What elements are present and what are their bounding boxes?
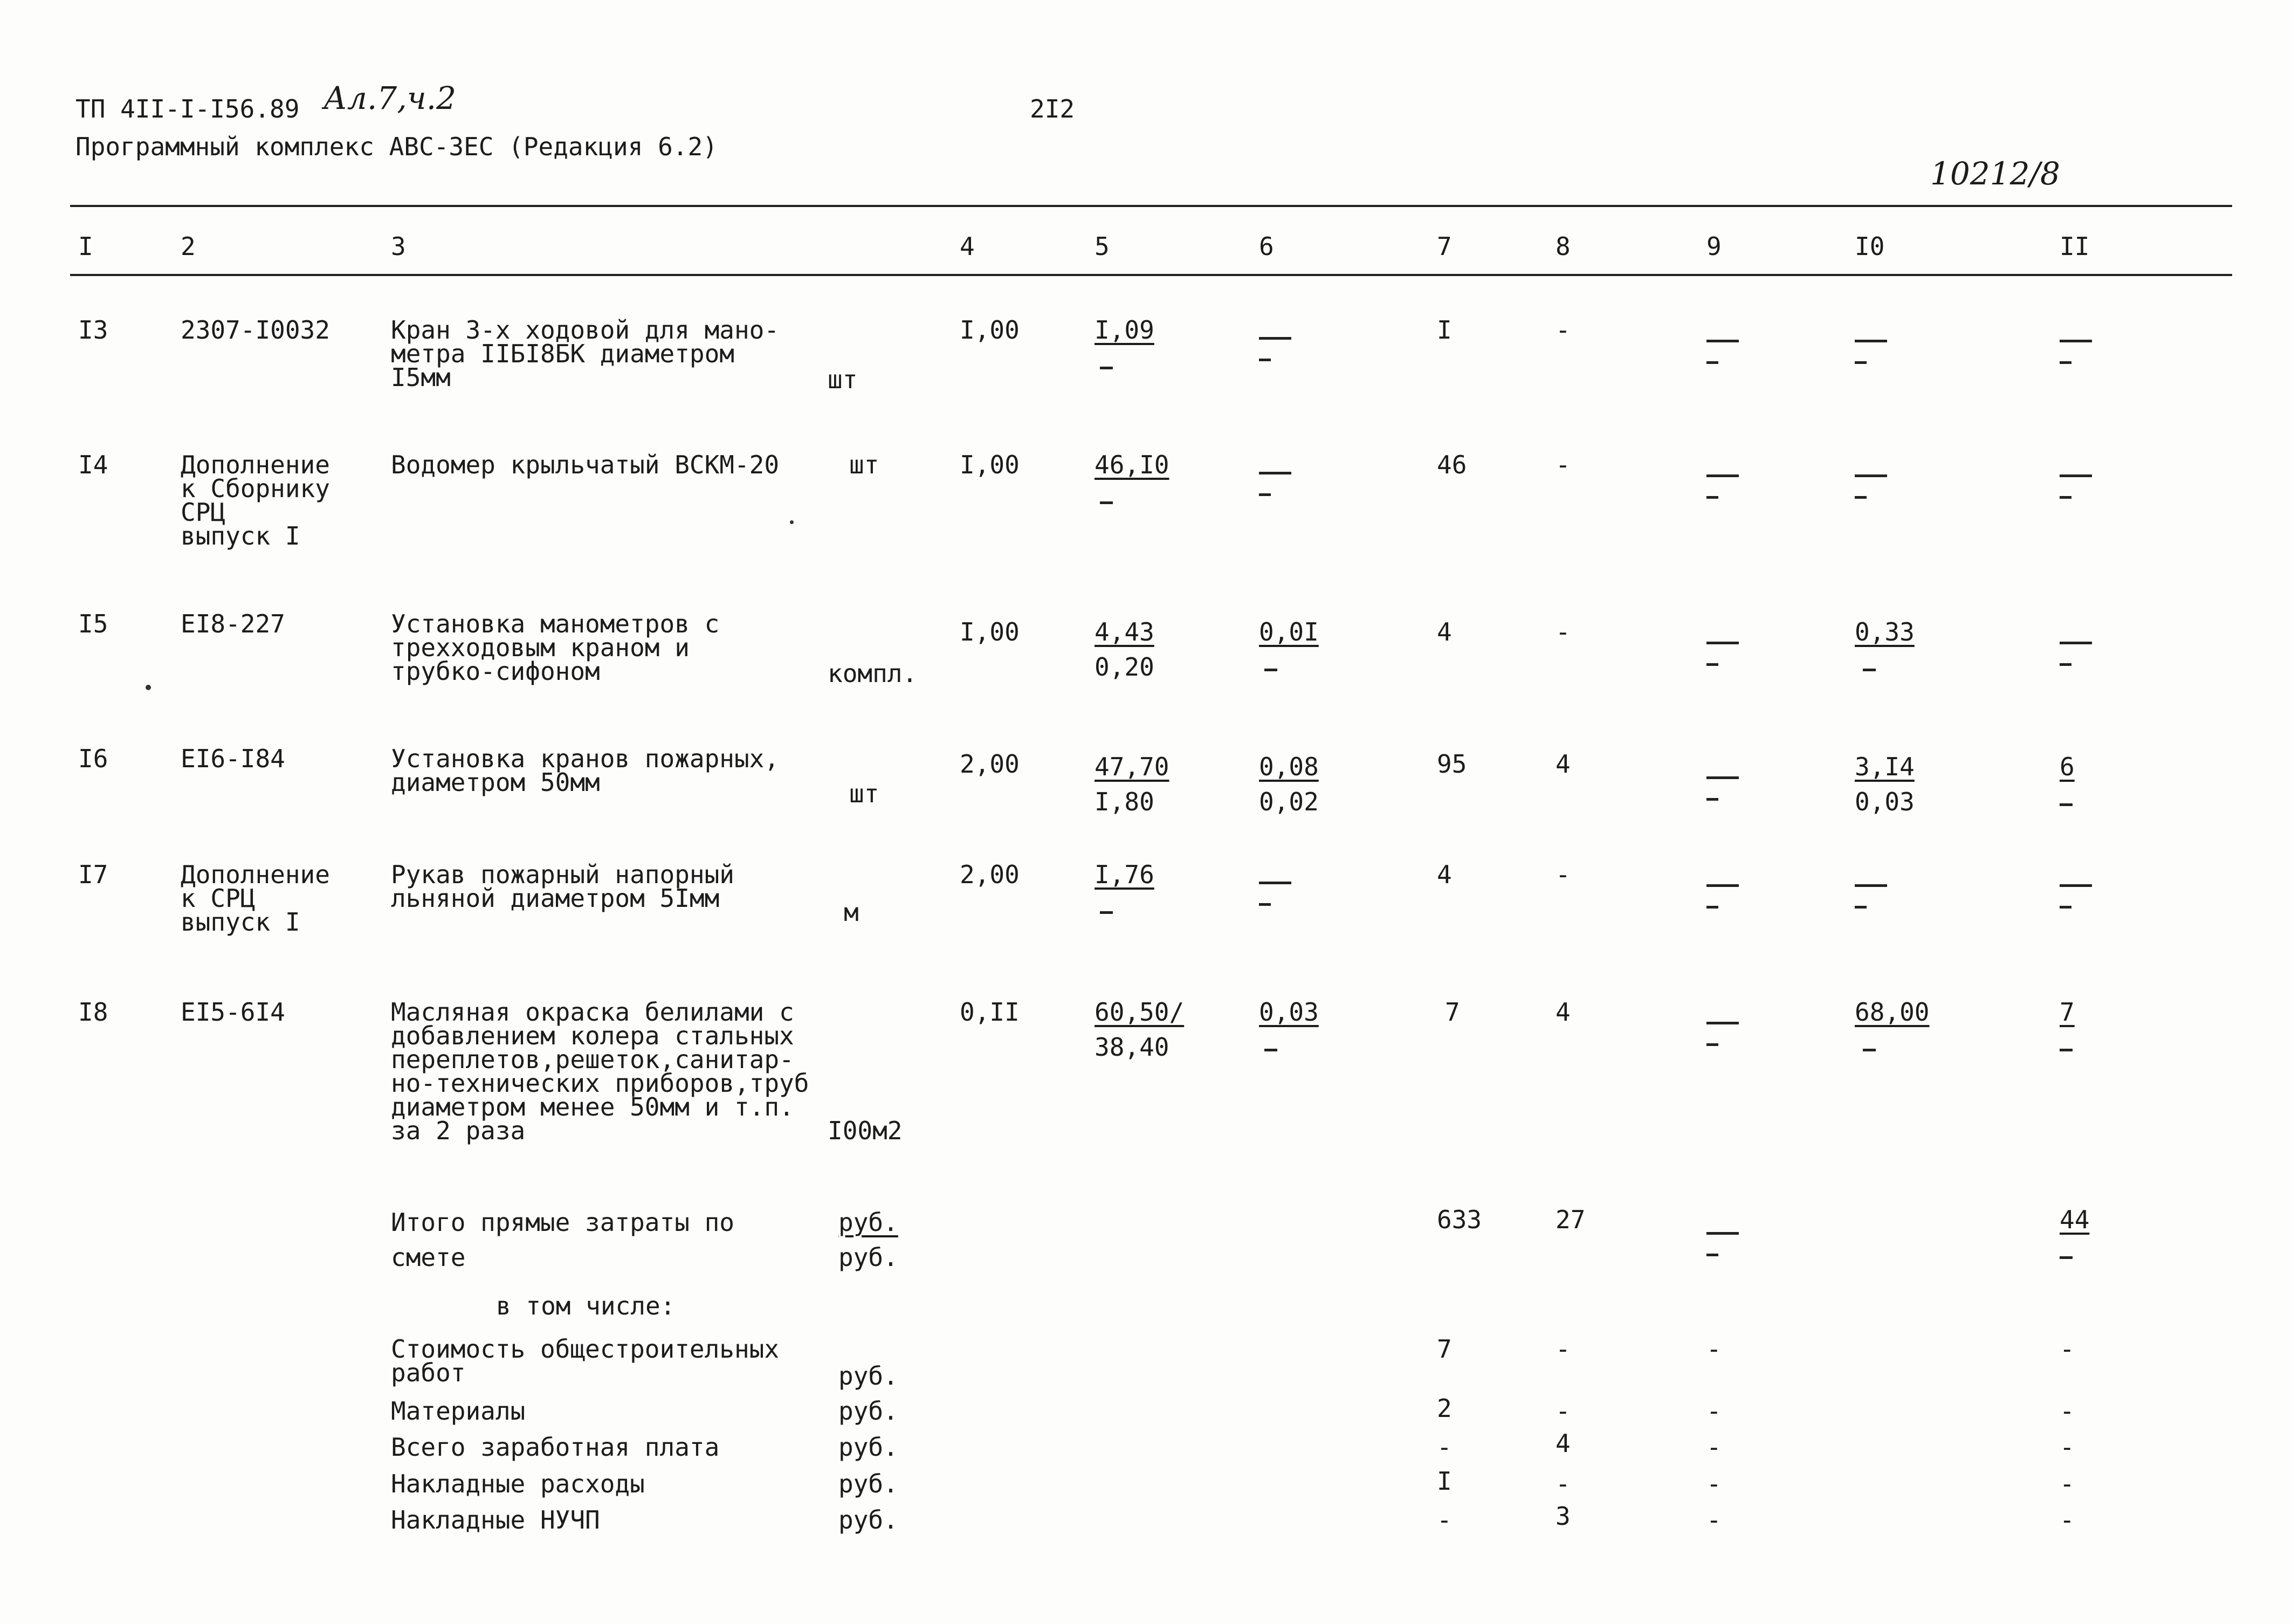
totals-column-11: 44: [2060, 1205, 2090, 1234]
rate-code-line: выпуск I: [181, 907, 300, 937]
breakdown-wage-cost: 4: [1555, 1429, 1571, 1458]
header-rule-top: [70, 205, 2232, 207]
item-name-line: за 2 раза: [391, 1116, 526, 1145]
col-header-4: 4: [960, 232, 975, 261]
item-name-line: трехходовым краном и: [391, 633, 690, 662]
rate-code-line: выпуск I: [181, 521, 300, 550]
empty-fraction: [1259, 871, 1318, 935]
item-name-line: Установка манометров с: [391, 609, 720, 638]
totals-label: смете: [391, 1243, 466, 1272]
col-header-5: 5: [1095, 232, 1110, 261]
empty-dash: [2060, 803, 2073, 806]
unit-cost: I,76: [1095, 860, 1154, 889]
breakdown-total-cost: -: [1437, 1505, 1452, 1534]
breakdown-column-11: -: [2060, 1433, 2075, 1462]
empty-fraction: [1259, 461, 1318, 526]
breakdown-column-9: -: [1706, 1396, 1722, 1426]
breakdown-unit: руб.: [838, 1361, 898, 1391]
rate-code: EI6-I84: [181, 744, 285, 773]
col-header-6: 6: [1259, 232, 1274, 261]
total-cost: I: [1437, 315, 1452, 345]
item-name-line: Масляная окраска белилами с: [391, 997, 794, 1027]
unit-cost-wage: 0,20: [1095, 652, 1154, 682]
empty-dash: [1264, 1049, 1277, 1051]
col-header-9: 9: [1706, 232, 1722, 261]
breakdown-label: работ: [391, 1358, 466, 1387]
item-name-line: но-технических приборов,труб: [391, 1069, 809, 1098]
program-title: Программный комплекс АВС-ЗЕС (Редакция 6.2): [75, 132, 718, 161]
rate-code-line: к СРЦ: [181, 884, 256, 913]
machine-cost: 0,08: [1259, 752, 1319, 781]
handwritten-reference: Ал.7,ч.2: [324, 80, 457, 116]
unit: шт: [849, 779, 879, 808]
scan-speck: [146, 685, 151, 690]
breakdown-label: Накладные расходы: [391, 1469, 645, 1498]
breakdown-unit: руб.: [838, 1505, 898, 1534]
breakdown-label: Материалы: [391, 1396, 526, 1426]
breakdown-column-11: -: [2060, 1469, 2075, 1498]
breakdown-column-11: -: [2060, 1334, 2075, 1364]
breakdown-total-cost: 7: [1437, 1334, 1452, 1364]
rate-code-line: СРЦ: [181, 498, 226, 527]
total-cost: 4: [1437, 617, 1452, 646]
empty-fraction: [1259, 326, 1318, 391]
machine-cost: 0,03: [1259, 997, 1319, 1027]
column-11-value: 7: [2060, 997, 2075, 1027]
item-name-line: переплетов,решеток,санитар-: [391, 1045, 794, 1074]
item-name-line: метра IIБI8БК диаметром: [391, 339, 734, 368]
row-number: I6: [78, 744, 108, 773]
unit-cost: 60,50/: [1095, 997, 1185, 1027]
totals-subheading: в том числе:: [496, 1291, 676, 1320]
breakdown-column-9: -: [1706, 1334, 1722, 1364]
col-header-11: II: [2060, 232, 2090, 261]
wage-cost: -: [1555, 617, 1571, 646]
quantity: 0,II: [960, 997, 1020, 1027]
machine-cost: 0,0I: [1259, 617, 1319, 646]
row-number: I4: [78, 450, 108, 479]
item-name-line: Кран 3-х ходовой для мано-: [391, 315, 780, 345]
rate-code-line: Дополнение: [181, 860, 330, 889]
unit: I00м2: [828, 1116, 903, 1145]
breakdown-column-11: -: [2060, 1396, 2075, 1426]
rate-code-line: Дополнение: [181, 450, 330, 479]
item-name-line: Рукав пожарный напорный: [391, 860, 734, 889]
quantity: I,00: [960, 617, 1020, 646]
empty-fraction: [1706, 766, 1766, 830]
column-11-value: 6: [2060, 752, 2075, 781]
empty-dash: [2060, 1049, 2073, 1051]
unit: компл.: [828, 659, 918, 688]
breakdown-column-9: -: [1706, 1433, 1722, 1462]
handwritten-document-number: 10212/8: [1930, 155, 2060, 192]
scan-speck: [790, 520, 794, 524]
unit: шт: [828, 365, 858, 394]
breakdown-label: Накладные НУЧП: [391, 1505, 600, 1534]
wage-cost: -: [1555, 860, 1571, 889]
total-cost: 95: [1437, 749, 1467, 779]
empty-fraction: [1706, 1221, 1766, 1286]
machine-cost-wage: 0,02: [1259, 787, 1319, 816]
wage-cost: -: [1555, 450, 1571, 479]
header-rule-bottom: [70, 274, 2232, 276]
breakdown-wage-cost: 3: [1555, 1502, 1571, 1531]
empty-dash: [1100, 911, 1113, 914]
breakdown-total-cost: -: [1437, 1433, 1452, 1462]
item-name-line: диаметром 50мм: [391, 768, 600, 797]
item-name-line: Водомер крыльчатый ВСКМ-20: [391, 450, 780, 479]
empty-fraction: [1706, 464, 1766, 528]
col-header-10: I0: [1855, 232, 1885, 261]
empty-fraction: [1855, 464, 1914, 528]
unit: шт: [849, 450, 879, 479]
empty-dash: [1100, 501, 1113, 504]
quantity: 2,00: [960, 749, 1020, 779]
col-header-8: 8: [1555, 232, 1571, 261]
row-number: I3: [78, 315, 108, 345]
item-name-line: Установка кранов пожарных,: [391, 744, 780, 773]
empty-fraction: [2060, 873, 2119, 938]
breakdown-unit: руб.: [838, 1433, 898, 1462]
empty-fraction: [1706, 1011, 1766, 1076]
empty-fraction: [2060, 631, 2119, 696]
empty-fraction: [1855, 329, 1914, 394]
empty-fraction: [1706, 873, 1766, 938]
row-number: I5: [78, 609, 108, 638]
breakdown-column-9: -: [1706, 1505, 1722, 1534]
col-header-3: 3: [391, 232, 406, 261]
empty-dash: [1863, 1049, 1876, 1051]
totals-unit: руб.: [838, 1243, 898, 1272]
empty-dash: [1100, 367, 1113, 369]
page-number: 2I2: [1030, 94, 1075, 123]
totals-unit: руб.: [838, 1208, 898, 1237]
document-code: ТП 4II-I-I56.89: [75, 94, 300, 123]
item-name-line: I5мм: [391, 363, 451, 392]
breakdown-wage-cost: -: [1555, 1396, 1571, 1426]
totals-wage-cost: 27: [1555, 1205, 1586, 1234]
materials-cost-wage: 0,03: [1855, 787, 1915, 816]
breakdown-column-9: -: [1706, 1469, 1722, 1498]
unit-cost: 4,43: [1095, 617, 1154, 646]
empty-fraction: [1706, 631, 1766, 696]
empty-fraction: [1706, 329, 1766, 394]
unit: м: [844, 898, 859, 927]
wage-cost: 4: [1555, 749, 1571, 779]
unit-cost-wage: 38,40: [1095, 1033, 1169, 1062]
breakdown-total-cost: I: [1437, 1467, 1452, 1496]
col-header-7: 7: [1437, 232, 1452, 261]
item-name-line: трубко-сифоном: [391, 657, 600, 686]
empty-dash: [1264, 669, 1277, 671]
breakdown-unit: руб.: [838, 1396, 898, 1426]
unit-cost: I,09: [1095, 315, 1154, 345]
unit-cost-wage: I,80: [1095, 787, 1154, 816]
materials-cost: 3,I4: [1855, 752, 1915, 781]
item-name-line: льняной диаметром 5Iмм: [391, 884, 720, 913]
quantity: I,00: [960, 450, 1020, 479]
total-cost: 7: [1445, 997, 1460, 1027]
rate-code-line: к Сборнику: [181, 474, 330, 503]
rate-code: 2307-I0032: [181, 315, 330, 345]
empty-fraction: [1855, 873, 1914, 938]
empty-dash: [2060, 1256, 2073, 1259]
materials-cost: 0,33: [1855, 617, 1915, 646]
wage-cost: 4: [1555, 997, 1571, 1027]
rate-code: EI5-6I4: [181, 997, 285, 1027]
wage-cost: -: [1555, 315, 1571, 345]
breakdown-total-cost: 2: [1437, 1394, 1452, 1423]
totals-total-cost: 633: [1437, 1205, 1482, 1234]
empty-dash: [1863, 669, 1876, 671]
breakdown-label: Стоимость общестроительных: [391, 1334, 780, 1364]
item-name-line: добавлением колера стальных: [391, 1021, 794, 1050]
empty-fraction: [2060, 464, 2119, 528]
rate-code: EI8-227: [181, 609, 285, 638]
item-name-line: диаметром менее 50мм и т.п.: [391, 1092, 794, 1121]
breakdown-unit: руб.: [838, 1469, 898, 1498]
breakdown-wage-cost: -: [1555, 1334, 1571, 1364]
breakdown-label: Всего заработная плата: [391, 1433, 720, 1462]
row-number: I7: [78, 860, 108, 889]
total-cost: 46: [1437, 450, 1467, 479]
empty-fraction: [2060, 329, 2119, 394]
row-number: I8: [78, 997, 108, 1027]
col-header-2: 2: [181, 232, 196, 261]
breakdown-wage-cost: -: [1555, 1469, 1571, 1498]
quantity: 2,00: [960, 860, 1020, 889]
unit-cost: 46,I0: [1095, 450, 1169, 479]
breakdown-column-11: -: [2060, 1505, 2075, 1534]
quantity: I,00: [960, 315, 1020, 345]
materials-cost: 68,00: [1855, 997, 1930, 1027]
total-cost: 4: [1437, 860, 1452, 889]
col-header-1: I: [78, 232, 93, 261]
unit-cost: 47,70: [1095, 752, 1169, 781]
totals-label: Итого прямые затраты по: [391, 1208, 734, 1237]
